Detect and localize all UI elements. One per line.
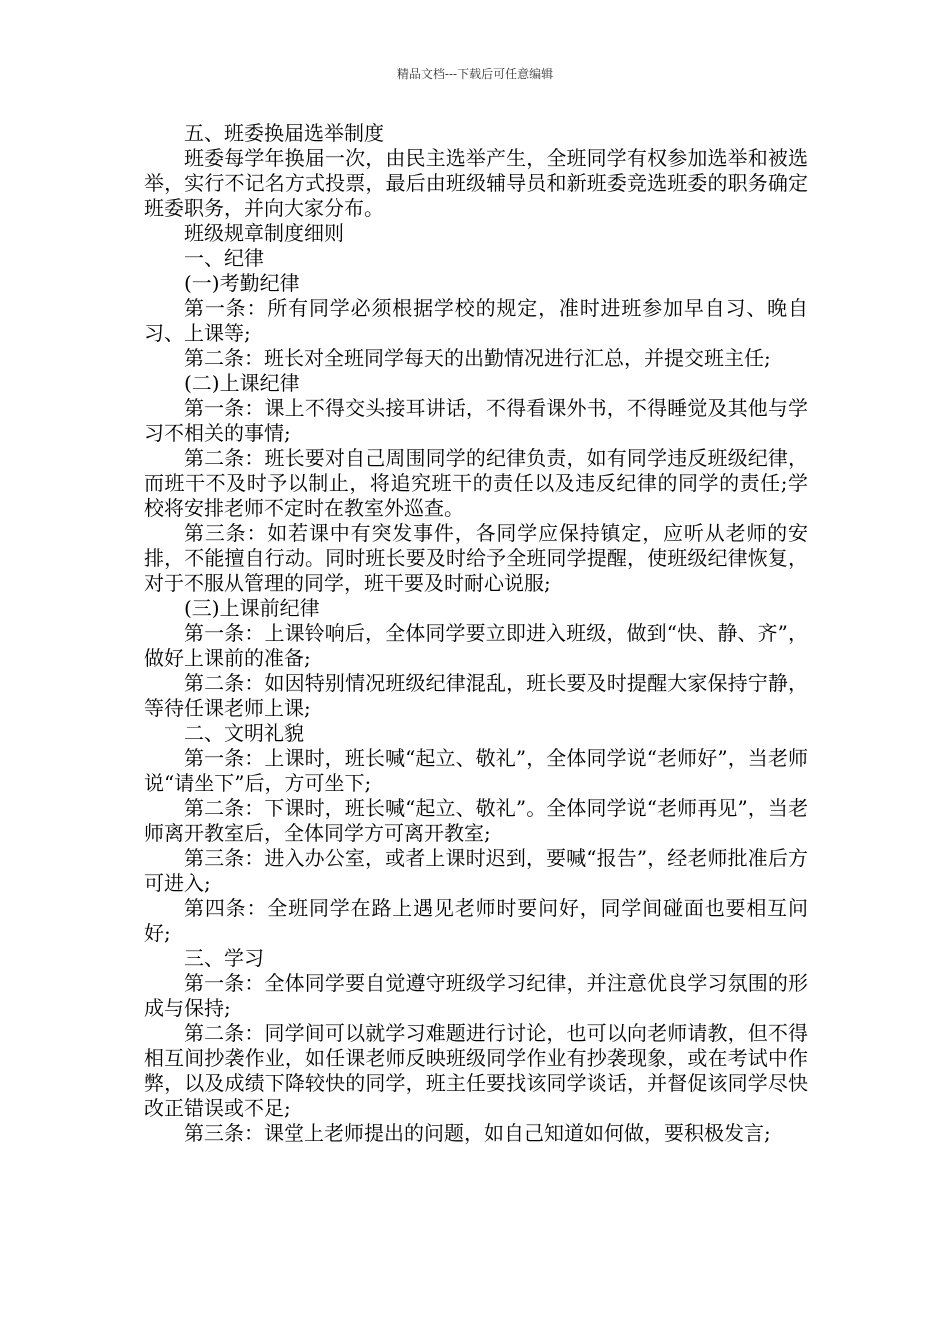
section-heading: 班级规章制度细则 bbox=[184, 221, 344, 245]
paragraph: 第四条：全班同学在路上遇见老师时要问好，同学间碰面也要相互问好; bbox=[144, 896, 808, 945]
page-header: 精品文档---下载后可任意编辑 bbox=[396, 67, 554, 81]
paragraph: 第二条：下课时，班长喊“起立、敬礼”。全体同学说“老师再见”，当老师离开教室后，全体同学方可离开教室; bbox=[144, 796, 808, 845]
section-heading: 五、班委换届选举制度 bbox=[184, 121, 384, 145]
paragraph: 班委每学年换届一次，由民主选举产生，全班同学有权参加选举和被选举，实行不记名方式投票，最后由班级辅导员和新班委竞选班委的职务确定班委职务，并向大家分布。 bbox=[144, 146, 808, 220]
document-body bbox=[144, 121, 808, 1146]
paragraph: 第二条：班长要对自己周围同学的纪律负责，如有同学违反班级纪律，而班干不及时予以制止，将追究班干的责任以及违反纪律的同学的责任;学校将安排老师不定时在教室外巡查。 bbox=[144, 446, 808, 520]
paragraph: 第三条：进入办公室，或者上课时迟到，要喊“报告”，经老师批准后方可进入; bbox=[144, 846, 808, 895]
section-heading: 二、文明礼貌 bbox=[184, 721, 304, 745]
subsection-heading: (二)上课纪律 bbox=[184, 371, 300, 395]
paragraph: 第一条：所有同学必须根据学校的规定，准时进班参加早自习、晚自习、上课等; bbox=[144, 296, 808, 345]
paragraph: 第一条：上课时，班长喊“起立、敬礼”，全体同学说“老师好”，当老师说“请坐下”后，方可坐下; bbox=[144, 746, 808, 795]
paragraph: 第二条：班长对全班同学每天的出勤情况进行汇总，并提交班主任; bbox=[184, 346, 771, 370]
paragraph: 第一条：全体同学要自觉遵守班级学习纪律，并注意优良学习氛围的形成与保持; bbox=[144, 971, 808, 1020]
paragraph: 第一条：课上不得交头接耳讲话，不得看课外书，不得睡觉及其他与学习不相关的事情; bbox=[144, 396, 808, 445]
paragraph: 第二条：同学间可以就学习难题进行讨论，也可以向老师请教，但不得相互间抄袭作业，如任课老师反映班级同学作业有抄袭现象，或在考试中作弊，以及成绩下降较快的同学，班主任要找该同学谈话，并督促该同学尽快改正错误或不足; bbox=[144, 1021, 808, 1120]
paragraph: 第三条：课堂上老师提出的问题，如自己知道如何做，要积极发言; bbox=[184, 1121, 771, 1145]
paragraph: 第二条：如因特别情况班级纪律混乱，班长要及时提醒大家保持宁静，等待任课老师上课; bbox=[144, 671, 808, 720]
subsection-heading: (一)考勤纪律 bbox=[184, 271, 300, 295]
subsection-heading: (三)上课前纪律 bbox=[184, 596, 320, 620]
section-heading: 三、学习 bbox=[184, 946, 264, 970]
paragraph: 第三条：如若课中有突发事件，各同学应保持镇定，应听从老师的安排，不能擅自行动。同时班长要及时给予全班同学提醒，使班级纪律恢复，对于不服从管理的同学，班干要及时耐心说服; bbox=[144, 521, 808, 595]
paragraph: 第一条：上课铃响后，全体同学要立即进入班级，做到“快、静、齐”，做好上课前的准备; bbox=[144, 621, 808, 670]
section-heading: 一、纪律 bbox=[184, 246, 264, 270]
